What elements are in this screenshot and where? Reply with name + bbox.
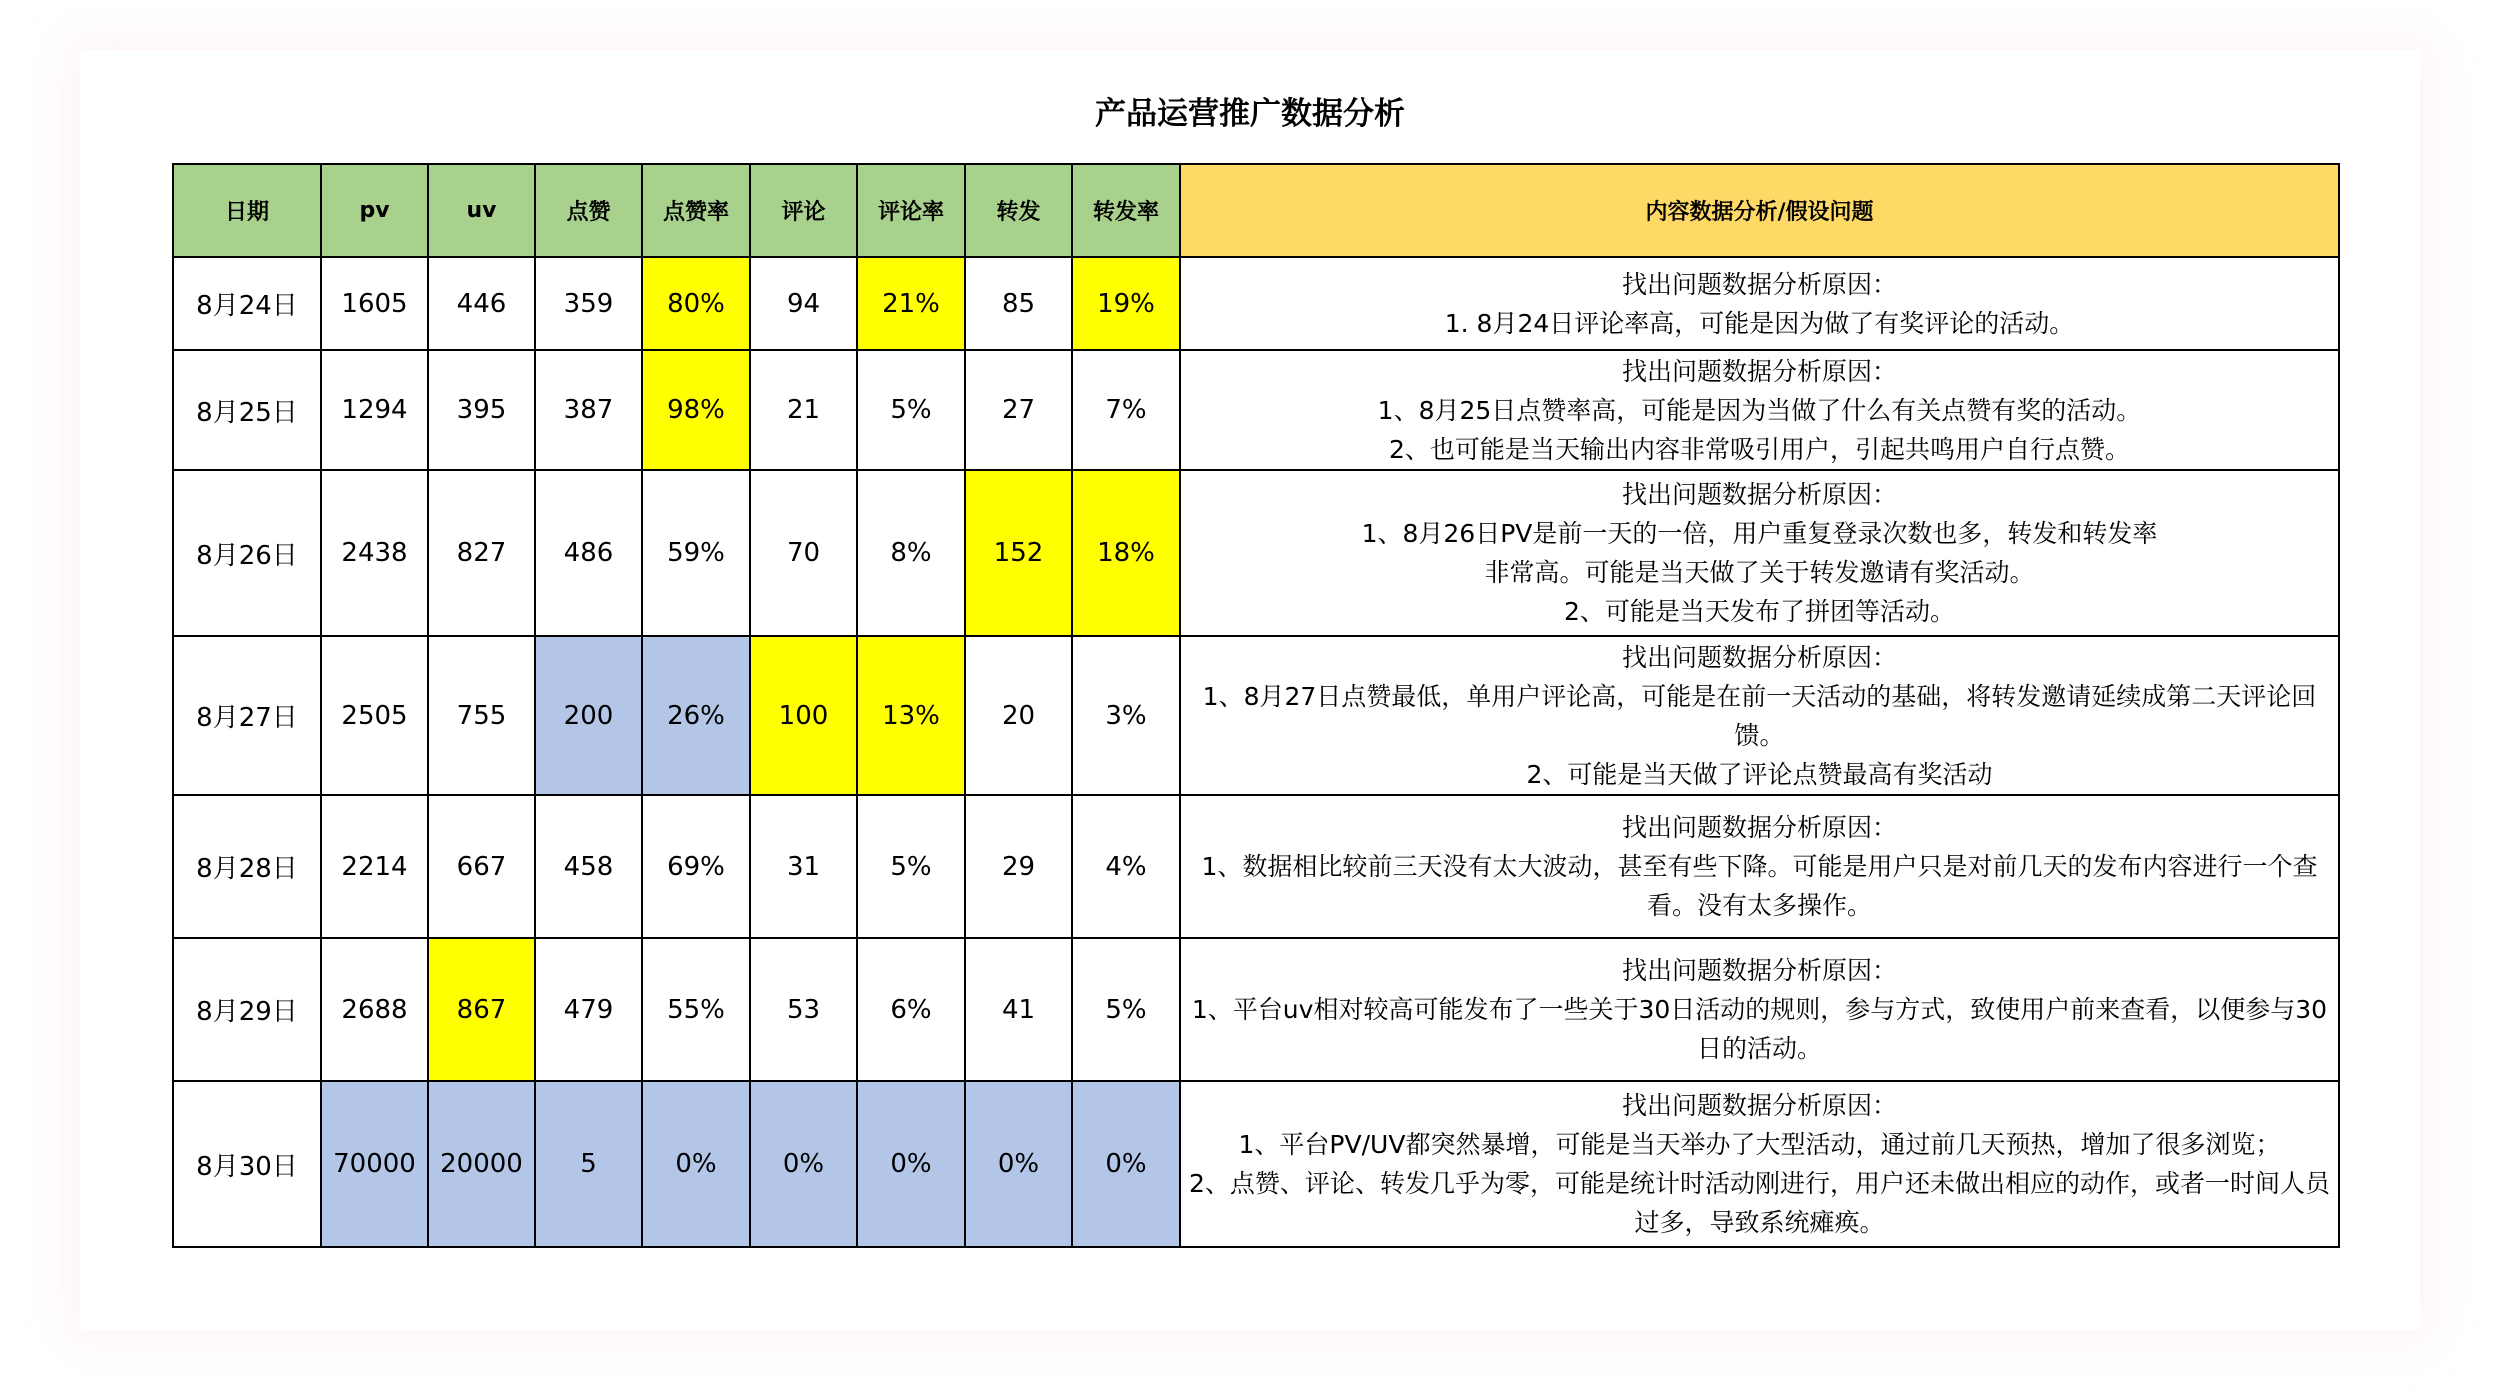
- cell-like-rate: 59%: [642, 470, 750, 636]
- cell-comments: 53: [750, 938, 857, 1081]
- table-row: [173, 795, 2339, 938]
- cell-date: 8月27日: [173, 636, 321, 795]
- cell-date: 8月28日: [173, 795, 321, 938]
- cell-pv: 1605: [321, 257, 428, 350]
- cell-like-rate: 0%: [642, 1081, 750, 1247]
- cell-uv: 20000: [428, 1081, 535, 1247]
- cell-pv: 1294: [321, 350, 428, 470]
- header-analysis: 内容数据分析/假设问题: [1180, 164, 2339, 257]
- cell-pv: 2214: [321, 795, 428, 938]
- cell-analysis: [1180, 636, 2339, 795]
- cell-date: 8月26日: [173, 470, 321, 636]
- cell-analysis: [1180, 795, 2339, 938]
- cell-like-rate: 69%: [642, 795, 750, 938]
- header-pv: pv: [321, 164, 428, 257]
- cell-uv: 827: [428, 470, 535, 636]
- cell-analysis: [1180, 350, 2339, 470]
- cell-uv: 867: [428, 938, 535, 1081]
- cell-comment-rate: 13%: [857, 636, 965, 795]
- cell-comments: 0%: [750, 1081, 857, 1247]
- cell-likes: 479: [535, 938, 642, 1081]
- header-date: 日期: [173, 164, 321, 257]
- cell-likes: 486: [535, 470, 642, 636]
- cell-like-rate: 80%: [642, 257, 750, 350]
- cell-uv: 755: [428, 636, 535, 795]
- cell-analysis: [1180, 1081, 2339, 1247]
- page-title: 产品运营推广数据分析: [1095, 96, 1405, 132]
- cell-comments: 21: [750, 350, 857, 470]
- analysis-line: 1、数据相比较前三天没有太大波动，甚至有些下降。可能是用户只是对前几天的发布内容进行一个查看。没有太多操作。: [1201, 852, 2318, 920]
- cell-comment-rate: 5%: [857, 795, 965, 938]
- cell-share-rate: 5%: [1072, 938, 1180, 1081]
- analysis-line: 2、也可能是当天输出内容非常吸引用户，引起共鸣用户自行点赞。: [1389, 434, 2130, 464]
- cell-share-rate: 18%: [1072, 470, 1180, 636]
- cell-shares: 85: [965, 257, 1072, 350]
- data-table: [172, 163, 2340, 1248]
- cell-likes: 359: [535, 257, 642, 350]
- table-row: [173, 350, 2339, 470]
- cell-like-rate: 55%: [642, 938, 750, 1081]
- header-share-rate: 转发率: [1072, 164, 1180, 257]
- analysis-line: 找出问题数据分析原因：: [1621, 642, 1897, 672]
- cell-uv: 395: [428, 350, 535, 470]
- analysis-line: 1. 8月24日评论率高，可能是因为做了有奖评论的活动。: [1444, 308, 2075, 338]
- analysis-line: 找出问题数据分析原因：: [1621, 813, 1897, 842]
- cell-comments: 70: [750, 470, 857, 636]
- analysis-line: 找出问题数据分析原因：: [1621, 1091, 1897, 1120]
- header-like-rate: 点赞率: [642, 164, 750, 257]
- cell-likes: 5: [535, 1081, 642, 1247]
- cell-shares: 0%: [965, 1081, 1072, 1247]
- header-likes: 点赞: [535, 164, 642, 257]
- analysis-line: 2、可能是当天做了评论点赞最高有奖活动: [1526, 759, 1993, 789]
- cell-analysis: [1180, 470, 2339, 636]
- cell-share-rate: 0%: [1072, 1081, 1180, 1247]
- cell-shares: 29: [965, 795, 1072, 938]
- cell-comments: 31: [750, 795, 857, 938]
- cell-shares: 152: [965, 470, 1072, 636]
- cell-analysis: [1180, 257, 2339, 350]
- cell-share-rate: 19%: [1072, 257, 1180, 350]
- cell-share-rate: 3%: [1072, 636, 1180, 795]
- cell-pv: 2688: [321, 938, 428, 1081]
- cell-share-rate: 4%: [1072, 795, 1180, 938]
- cell-likes: 387: [535, 350, 642, 470]
- cell-like-rate: 98%: [642, 350, 750, 470]
- cell-pv: 2438: [321, 470, 428, 636]
- cell-comment-rate: 5%: [857, 350, 965, 470]
- header-shares: 转发: [965, 164, 1072, 257]
- header-uv: uv: [428, 164, 535, 257]
- cell-likes: 200: [535, 636, 642, 795]
- cell-comments: 94: [750, 257, 857, 350]
- cell-comment-rate: 6%: [857, 938, 965, 1081]
- table-row: [173, 1081, 2339, 1247]
- cell-shares: 27: [965, 350, 1072, 470]
- cell-likes: 458: [535, 795, 642, 938]
- analysis-line: 1、8月27日点赞最低，单用户评论高，可能是在前一天活动的基础，将转发邀请延续成第二天评论回馈。: [1202, 681, 2317, 750]
- cell-comment-rate: 21%: [857, 257, 965, 350]
- header-comments: 评论: [750, 164, 857, 257]
- cell-shares: 41: [965, 938, 1072, 1081]
- cell-date: 8月29日: [173, 938, 321, 1081]
- cell-shares: 20: [965, 636, 1072, 795]
- cell-comments: 100: [750, 636, 857, 795]
- analysis-line: 非常高。可能是当天做了关于转发邀请有奖活动。: [1484, 558, 2035, 587]
- header-comment-rate: 评论率: [857, 164, 965, 257]
- table-row: [173, 470, 2339, 636]
- cell-comment-rate: 0%: [857, 1081, 965, 1247]
- cell-pv: 70000: [321, 1081, 428, 1247]
- analysis-line: 找出问题数据分析原因：: [1621, 480, 1897, 509]
- analysis-line: 1、平台uv相对较高可能发布了一些关于30日活动的规则，参与方式，致使用户前来查看，以便参与30日的活动。: [1191, 995, 2328, 1063]
- cell-date: 8月25日: [173, 350, 321, 470]
- analysis-line: 找出问题数据分析原因：: [1621, 269, 1897, 299]
- analysis-line: 找出问题数据分析原因：: [1621, 956, 1897, 985]
- analysis-line: 1、8月26日PV是前一天的一倍，用户重复登录次数也多，转发和转发率: [1361, 519, 2158, 548]
- analysis-line: 1、8月25日点赞率高，可能是因为当做了什么有关点赞有奖的活动。: [1377, 395, 2142, 425]
- cell-comment-rate: 8%: [857, 470, 965, 636]
- cell-date: 8月30日: [173, 1081, 321, 1247]
- cell-like-rate: 26%: [642, 636, 750, 795]
- analysis-line: 2、点赞、评论、转发几乎为零，可能是统计时活动刚进行，用户还未做出相应的动作，或者一时间人员过多，导致系统瘫痪。: [1189, 1169, 2330, 1237]
- table-row: [173, 938, 2339, 1081]
- header-row: [173, 164, 2339, 257]
- analysis-line: 2、可能是当天发布了拼团等活动。: [1564, 597, 1955, 626]
- cell-uv: 446: [428, 257, 535, 350]
- cell-uv: 667: [428, 795, 535, 938]
- table-row: [173, 257, 2339, 350]
- analysis-line: 1、平台PV/UV都突然暴增，可能是当天举办了大型活动，通过前几天预热，增加了很多浏览；: [1238, 1130, 2281, 1159]
- cell-share-rate: 7%: [1072, 350, 1180, 470]
- cell-date: 8月24日: [173, 257, 321, 350]
- analysis-line: 找出问题数据分析原因：: [1621, 356, 1897, 386]
- table-row: [173, 636, 2339, 795]
- cell-pv: 2505: [321, 636, 428, 795]
- cell-analysis: [1180, 938, 2339, 1081]
